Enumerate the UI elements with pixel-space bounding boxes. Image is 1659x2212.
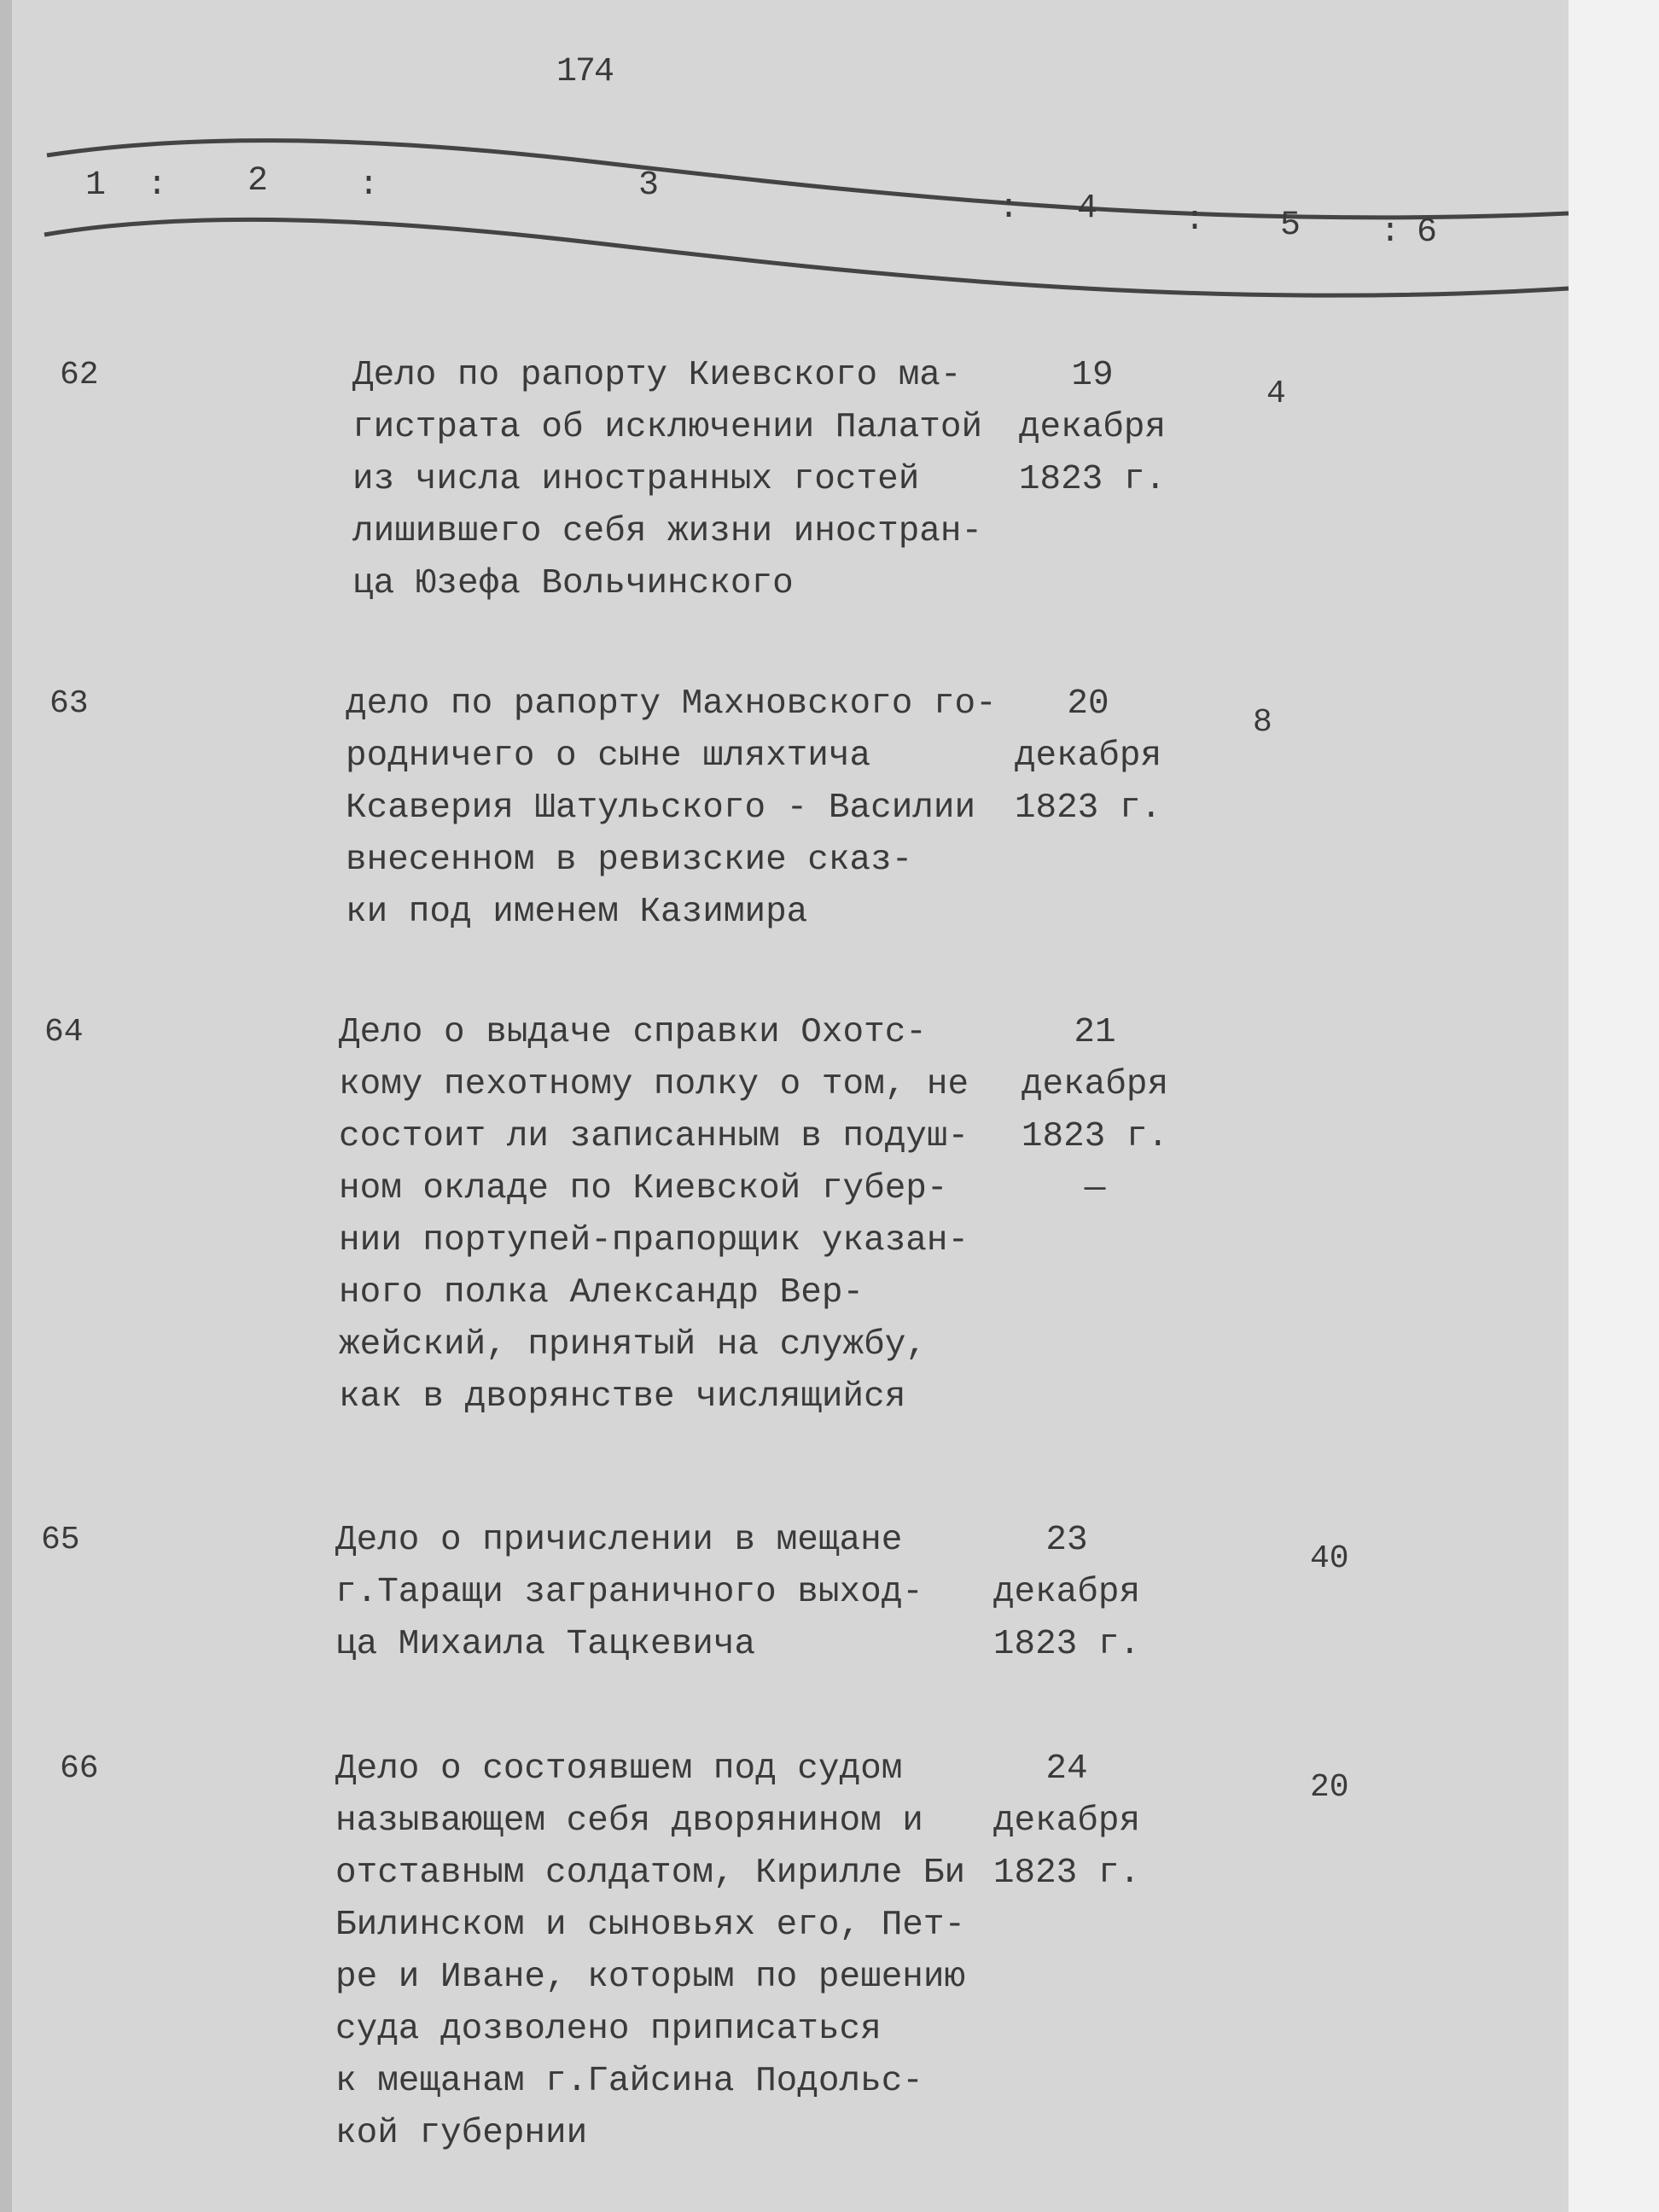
entry-number: 66 xyxy=(60,1750,99,1787)
date-line: 24 xyxy=(1045,1749,1088,1789)
sheet-count: 4 xyxy=(1266,375,1286,412)
date-line: декабря xyxy=(1021,1065,1169,1104)
entry-number: 63 xyxy=(49,685,89,722)
col-header-5: 5 xyxy=(1280,207,1301,245)
sheet-count: 20 xyxy=(1310,1769,1349,1806)
entry-description xyxy=(339,1007,969,1423)
description-line: жейский, принятый на службу, xyxy=(339,1325,927,1365)
description-line: родничего о сыне шляхтича xyxy=(346,736,871,776)
entry-date xyxy=(977,1743,1156,1900)
description-line: ки под именем Казимира xyxy=(346,893,808,932)
description-line: Билинском и сыновьях его, Пет- xyxy=(335,1906,966,1945)
entry-date xyxy=(977,1515,1156,1671)
header-bottom-rule xyxy=(44,219,1569,295)
date-line: декабря xyxy=(992,1802,1141,1841)
description-line: нии портупей-прапорщик указан- xyxy=(339,1221,969,1260)
col-header-1: 1 xyxy=(85,166,107,205)
entry-number: 65 xyxy=(41,1522,80,1558)
description-line: из числа иностранных гостей xyxy=(352,460,920,499)
description-line: гистрата об исключении Палатой xyxy=(352,408,983,447)
entry-number: 64 xyxy=(44,1014,84,1051)
description-line: кой губернии xyxy=(335,2114,588,2153)
date-line: 23 xyxy=(1045,1521,1088,1560)
entry-date xyxy=(1005,1007,1185,1215)
col-header-3: 3 xyxy=(638,166,660,205)
description-line: ца Юзефа Вольчинского xyxy=(352,564,794,603)
description-line: дело по рапорту Махновского го- xyxy=(346,684,997,724)
date-line: — xyxy=(1084,1169,1106,1208)
description-line: Дело о выдаче справки Охотс- xyxy=(339,1013,927,1052)
description-line: Дело по рапорту Киевского ма- xyxy=(352,356,962,395)
entry-date xyxy=(998,678,1178,835)
col-separator: : xyxy=(1185,201,1206,240)
date-line: 20 xyxy=(1067,684,1109,724)
description-line: суда дозволено приписаться xyxy=(335,2010,882,2049)
col-header-6: 6 xyxy=(1417,213,1438,252)
description-line: к мещанам г.Гайсина Подольс- xyxy=(335,2062,923,2101)
date-line: 21 xyxy=(1074,1013,1116,1052)
date-line: 19 xyxy=(1071,356,1114,395)
entry-number: 62 xyxy=(60,357,99,393)
entry-description xyxy=(352,350,982,610)
page-number: 174 xyxy=(556,53,614,91)
date-line: 1823 г. xyxy=(992,1625,1141,1664)
description-line: внесенном в ревизские сказ- xyxy=(346,841,913,880)
date-line: 1823 г. xyxy=(1018,460,1167,499)
description-line: ре и Иване, которым по решению xyxy=(335,1958,966,1997)
entry-description xyxy=(346,678,997,939)
date-line: 1823 г. xyxy=(1014,789,1162,828)
description-line: лишившего себя жизни иностран- xyxy=(352,512,983,551)
col-header-2: 2 xyxy=(247,162,269,201)
col-header-4: 4 xyxy=(1077,189,1098,228)
description-line: кому пехотному полку о том, не xyxy=(339,1065,969,1104)
sheet-count: 40 xyxy=(1310,1540,1349,1577)
entry-description xyxy=(335,1515,923,1671)
description-line: Дело о состоявшем под судом xyxy=(335,1749,903,1789)
description-line: ца Михаила Тацкевича xyxy=(335,1625,756,1664)
date-line: 1823 г. xyxy=(992,1854,1141,1893)
date-line: 1823 г. xyxy=(1021,1117,1169,1156)
sheet-count: 8 xyxy=(1253,704,1272,741)
description-line: Дело о причислении в мещане xyxy=(335,1521,903,1560)
description-line: ном окладе по Киевской губер- xyxy=(339,1169,948,1208)
date-line: декабря xyxy=(992,1573,1141,1612)
col-separator: : xyxy=(147,166,168,205)
col-separator: : xyxy=(1380,213,1401,252)
col-separator: : xyxy=(998,189,1020,228)
date-line: декабря xyxy=(1014,736,1162,776)
description-line: ного полка Александр Вер- xyxy=(339,1273,864,1313)
header-top-rule xyxy=(47,141,1569,218)
description-line: Ксаверия Шатульского - Василии xyxy=(346,789,976,828)
description-line: как в дворянстве числящийся xyxy=(339,1377,906,1417)
date-line: декабря xyxy=(1018,408,1167,447)
description-line: состоит ли записанным в подуш- xyxy=(339,1117,969,1156)
description-line: называющем себя дворянином и xyxy=(335,1802,923,1841)
description-line: г.Таращи заграничного выход- xyxy=(335,1573,923,1612)
description-line: отставным солдатом, Кирилле Би xyxy=(335,1854,966,1893)
entry-description xyxy=(335,1743,965,2160)
col-separator: : xyxy=(358,166,380,205)
entry-date xyxy=(1003,350,1182,506)
